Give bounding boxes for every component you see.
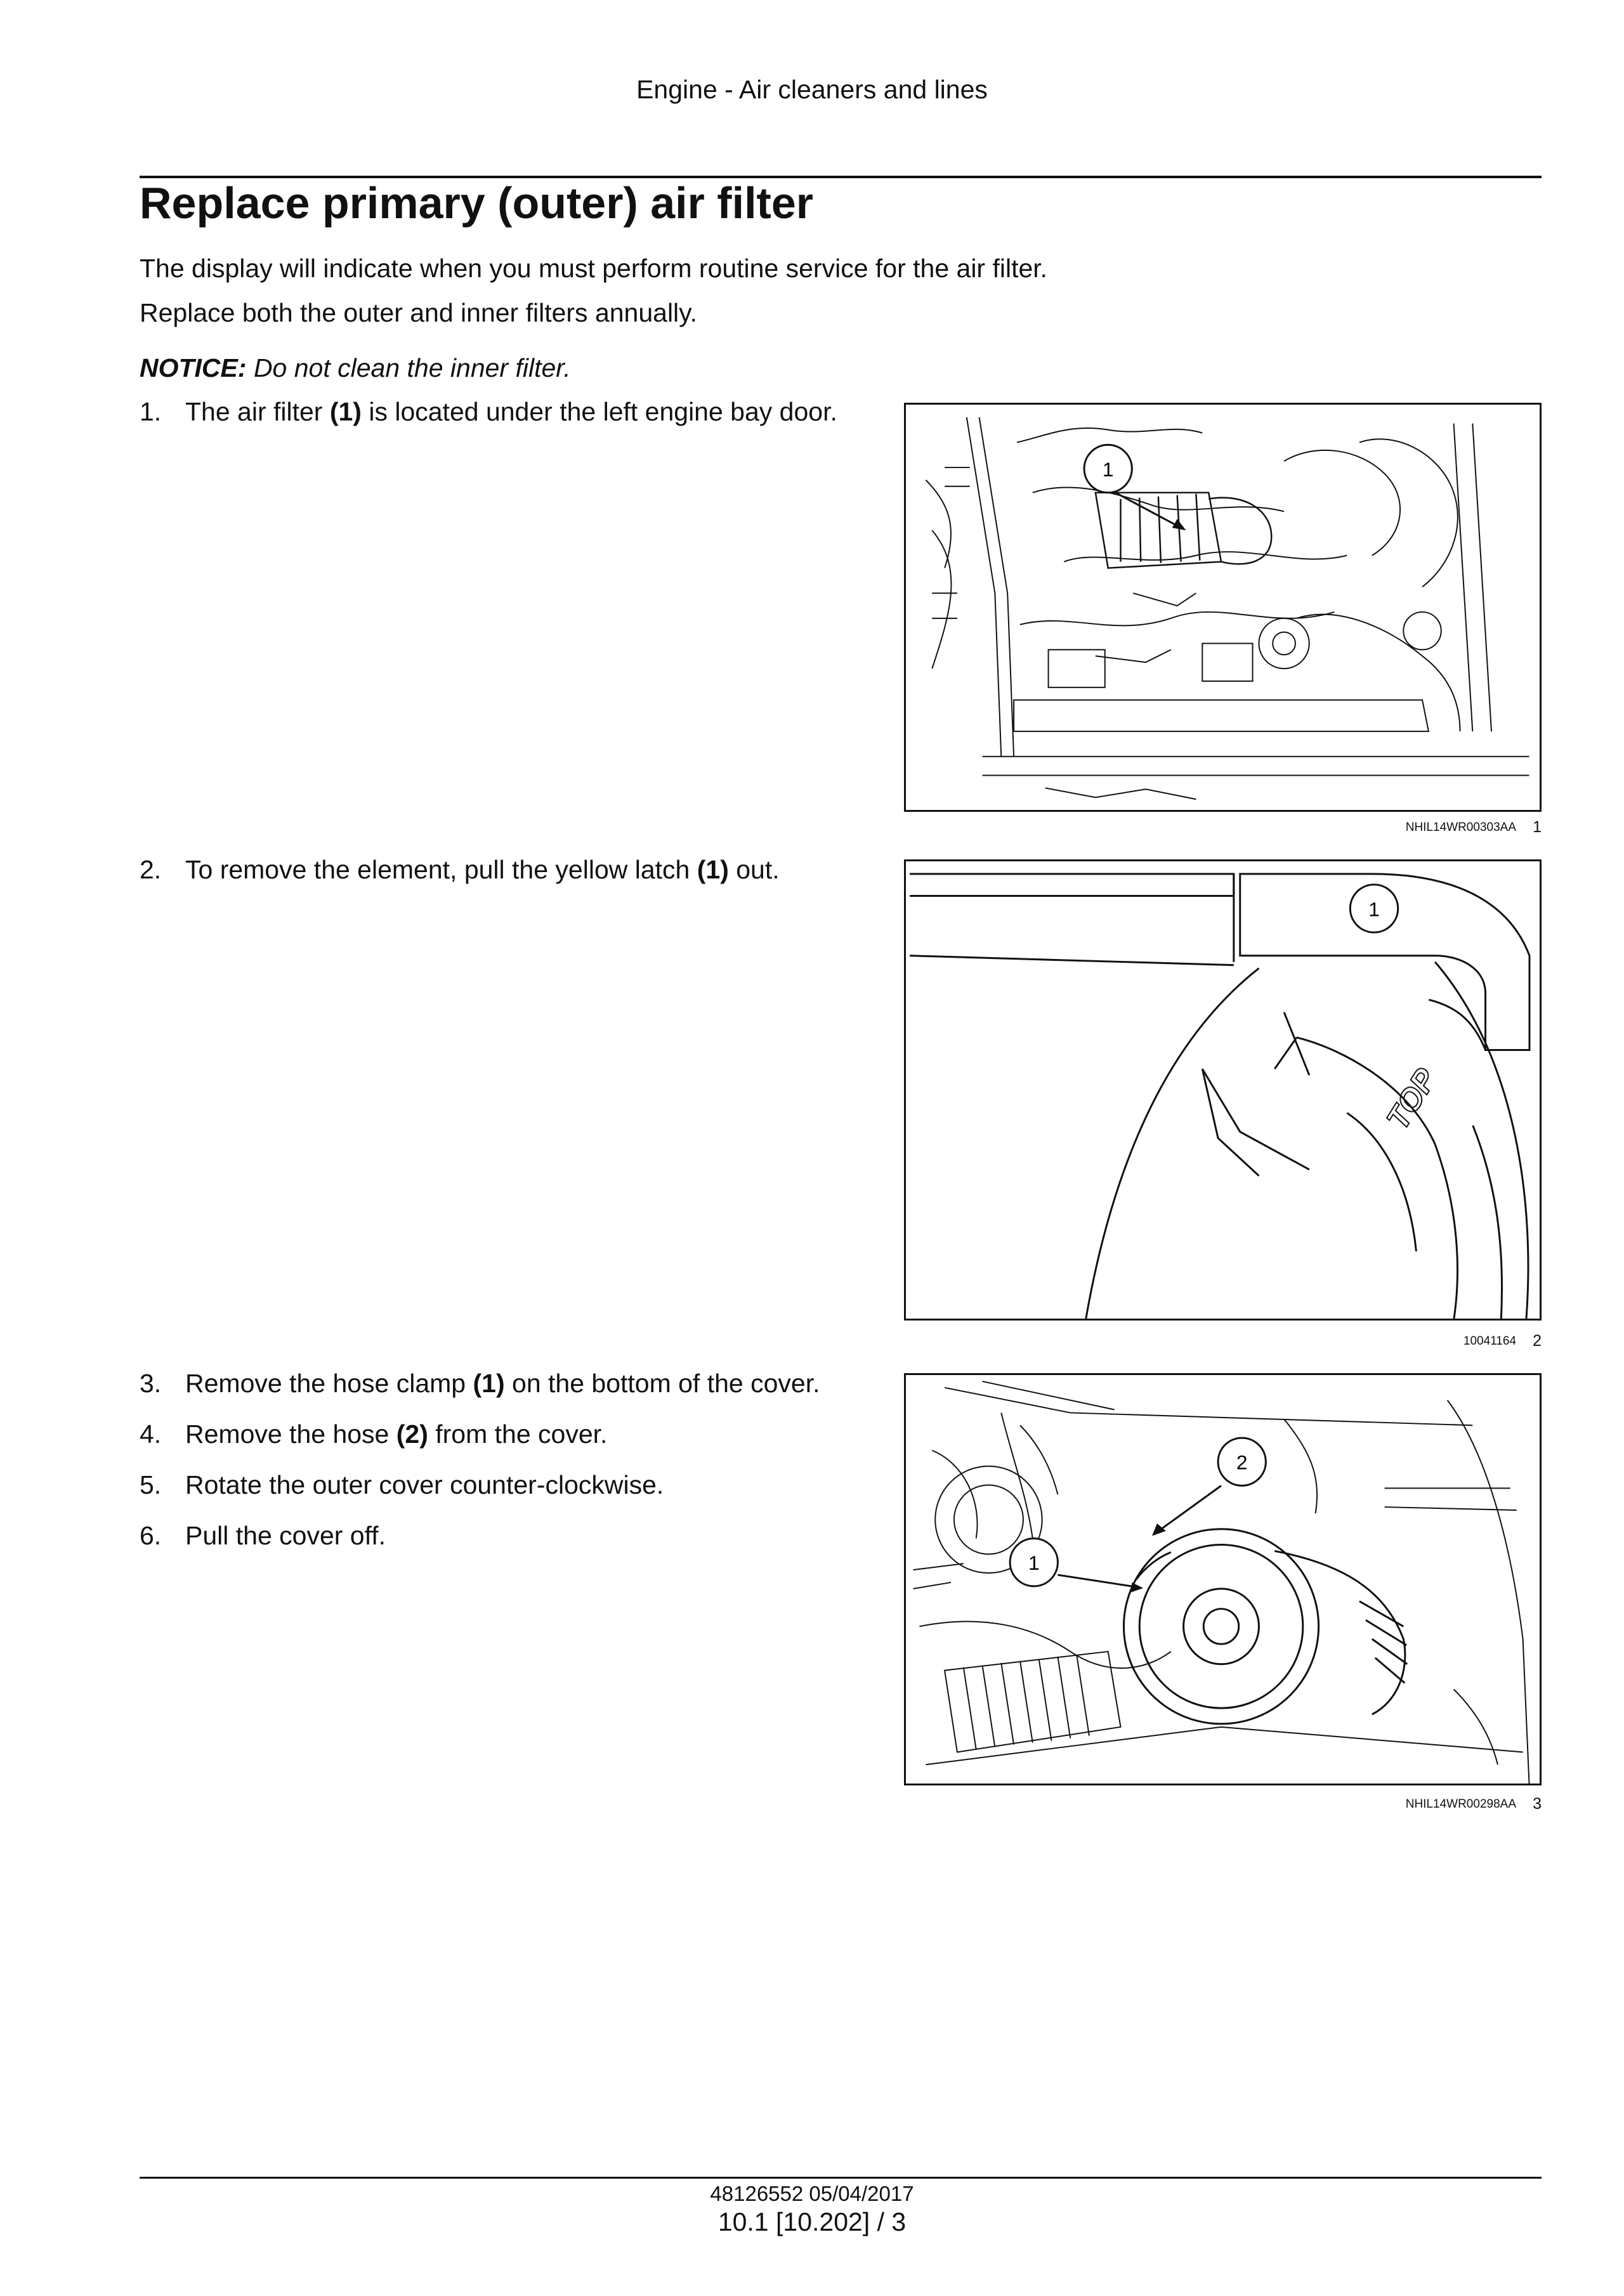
step-number: 3. bbox=[140, 1369, 162, 1398]
step-text: To remove the element, pull the yellow latch (1) out. bbox=[185, 855, 780, 884]
page-title: Replace primary (outer) air filter bbox=[140, 178, 813, 228]
callout-ref: (1) bbox=[329, 397, 362, 426]
figure-3-callout-1: 1 bbox=[1028, 1551, 1040, 1575]
cover-hose-illustration bbox=[906, 1375, 1540, 1784]
air-cleaner-cover bbox=[1123, 1529, 1407, 1724]
step-6 bbox=[140, 1520, 844, 1551]
notice-text: Do not clean the inner filter. bbox=[246, 353, 571, 382]
figure-2-latch bbox=[904, 859, 1542, 1321]
step-number: 4. bbox=[140, 1419, 162, 1449]
top-embossed-text: TOP bbox=[1379, 1062, 1444, 1136]
figure-3-callout-2: 2 bbox=[1236, 1451, 1248, 1474]
intro-paragraph-2: Replace both the outer and inner filters annually. bbox=[140, 298, 698, 327]
notice bbox=[140, 353, 571, 383]
figure-2-image-id: 10041164 bbox=[1463, 1334, 1516, 1348]
step-number: 1. bbox=[140, 397, 162, 426]
air-filter-housing bbox=[1096, 493, 1271, 568]
step-text: Remove the hose clamp (1) on the bottom of the cover. bbox=[185, 1369, 820, 1398]
step-5 bbox=[140, 1469, 844, 1501]
callout-ref: (2) bbox=[396, 1419, 428, 1449]
step-number: 2. bbox=[140, 855, 162, 884]
figure-3-cover bbox=[904, 1373, 1542, 1785]
step-3 bbox=[140, 1367, 844, 1399]
intro-paragraph-1: The display will indicate when you must perform routine service for the air filter. bbox=[140, 254, 1048, 283]
step-text: Remove the hose (2) from the cover. bbox=[185, 1419, 608, 1449]
step-2 bbox=[140, 854, 844, 885]
figure-1-image-id: NHIL14WR00303AA bbox=[1405, 821, 1516, 834]
step-text: Rotate the outer cover counter-clockwise. bbox=[185, 1470, 664, 1499]
figure-3-image-id: NHIL14WR00298AA bbox=[1405, 1797, 1516, 1811]
figure-2-number: 2 bbox=[1533, 1332, 1542, 1350]
footer-document-id: 48126552 05/04/2017 bbox=[710, 2182, 914, 2205]
footer-rule bbox=[140, 2177, 1542, 2179]
figure-1-engine-bay bbox=[904, 403, 1542, 812]
engine-bay-illustration bbox=[906, 405, 1540, 810]
step-4 bbox=[140, 1418, 844, 1450]
hose bbox=[945, 1652, 1120, 1752]
figure-1-number: 1 bbox=[1533, 818, 1542, 836]
footer-page-number: 10.1 [10.202] / 3 bbox=[717, 2207, 907, 2236]
running-header: Engine - Air cleaners and lines bbox=[636, 75, 988, 104]
step-number: 5. bbox=[140, 1470, 162, 1499]
step-number: 6. bbox=[140, 1521, 162, 1550]
callout-ref: (1) bbox=[473, 1369, 505, 1398]
figure-1-callout: 1 bbox=[1102, 457, 1114, 481]
callout-ref: (1) bbox=[697, 855, 729, 884]
step-1 bbox=[140, 396, 844, 459]
figure-2-callout: 1 bbox=[1368, 897, 1380, 921]
figure-3-number: 3 bbox=[1533, 1795, 1542, 1813]
notice-label: NOTICE: bbox=[140, 353, 247, 382]
step-text: Pull the cover off. bbox=[185, 1521, 386, 1550]
filter-cover-illustration bbox=[906, 861, 1540, 1319]
step-text: The air filter (1) is located under the left engine bay door. bbox=[185, 397, 837, 426]
